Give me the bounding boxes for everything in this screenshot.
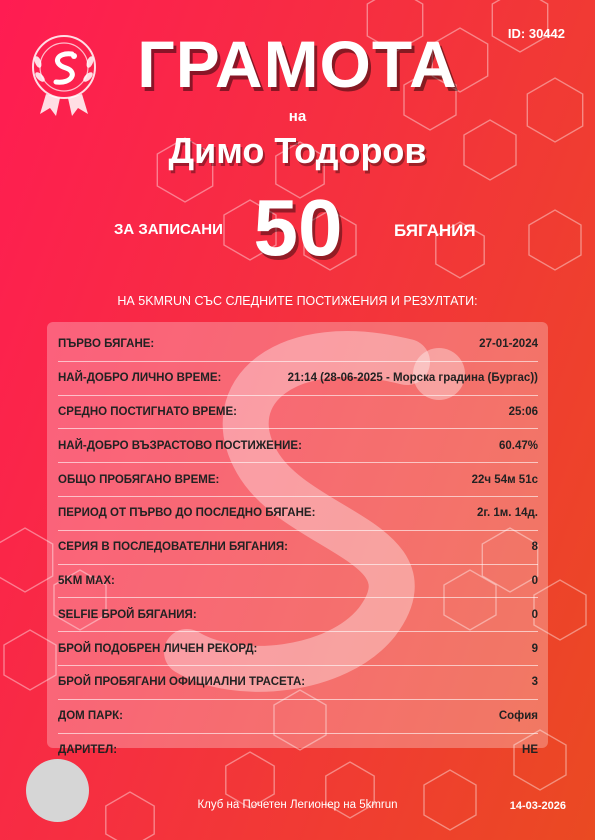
preposition-label: на bbox=[288, 108, 307, 125]
stat-label: ДАРИТЕЛ: bbox=[58, 743, 118, 756]
stat-row bbox=[58, 666, 538, 700]
hexagon-shape bbox=[0, 528, 53, 592]
stat-row bbox=[58, 396, 538, 430]
recipient-name: Димо Тодоров bbox=[168, 130, 427, 171]
stat-value: 60.47% bbox=[498, 439, 538, 452]
stat-value: НЕ bbox=[522, 743, 538, 756]
stat-row bbox=[58, 497, 538, 531]
stat-row bbox=[58, 734, 538, 767]
stat-label: СРЕДНО ПОСТИГНАТО ВРЕМЕ: bbox=[58, 405, 237, 418]
stats-list bbox=[58, 328, 538, 766]
stat-label: ОБЩО ПРОБЯГАНО ВРЕМЕ: bbox=[58, 473, 220, 486]
stat-row bbox=[58, 463, 538, 497]
stat-row bbox=[58, 632, 538, 666]
run-count: 50 bbox=[253, 183, 343, 272]
stat-value: 27-01-2024 bbox=[479, 338, 538, 351]
stat-value: 8 bbox=[531, 541, 538, 554]
certificate-id: ID: 30442 bbox=[507, 26, 565, 41]
stat-row bbox=[58, 700, 538, 734]
recorded-label: ЗА ЗАПИСАНИ bbox=[114, 221, 223, 238]
runs-label: БЯГАНИЯ bbox=[394, 221, 476, 240]
stat-label: БРОЙ ПОДОБРЕН ЛИЧЕН РЕКОРД: bbox=[58, 642, 258, 655]
club-footer: Клуб на Почетен Легионер на 5kmrun bbox=[197, 799, 398, 811]
hexagon-shape bbox=[529, 210, 581, 270]
issue-date: 14-03-2026 bbox=[509, 800, 566, 812]
stat-value: 21:14 (28-06-2025 - Морска градина (Бургас)) bbox=[287, 372, 538, 385]
stat-label: НАЙ-ДОБРО ЛИЧНО ВРЕМЕ: bbox=[58, 372, 222, 385]
stat-value: 0 bbox=[531, 608, 538, 621]
stat-row bbox=[58, 328, 538, 362]
stat-label: БРОЙ ПРОБЯГАНИ ОФИЦИАЛНИ ТРАСЕТА: bbox=[58, 676, 306, 689]
stat-value: 22ч 54м 51с bbox=[471, 473, 538, 486]
stat-value: София bbox=[498, 710, 538, 723]
stats-panel bbox=[47, 322, 548, 756]
certificate-title: ГРАМОТА bbox=[137, 27, 458, 101]
avatar bbox=[26, 759, 89, 822]
stat-row bbox=[58, 598, 538, 632]
achievements-subtitle: НА 5KMRUN СЪС СЛЕДНИТЕ ПОСТИЖЕНИЯ И РЕЗУЛТАТИ: bbox=[117, 294, 478, 308]
stat-label: ДОМ ПАРК: bbox=[58, 710, 124, 723]
stat-value: 9 bbox=[531, 642, 538, 655]
stat-label: НАЙ-ДОБРО ВЪЗРАСТОВО ПОСТИЖЕНИЕ: bbox=[58, 439, 302, 452]
stat-row bbox=[58, 531, 538, 565]
stat-value: 25:06 bbox=[508, 405, 538, 418]
stat-label: 5KM MAX: bbox=[58, 574, 115, 587]
stat-label: ПЪРВО БЯГАНЕ: bbox=[58, 338, 155, 351]
stat-value: 2г. 1м. 14д. bbox=[476, 507, 538, 520]
stat-value: 0 bbox=[531, 574, 538, 587]
stat-row bbox=[58, 565, 538, 599]
stat-value: 3 bbox=[531, 676, 538, 689]
stat-label: SELFIE БРОЙ БЯГАНИЯ: bbox=[58, 608, 197, 621]
stat-label: ПЕРИОД ОТ ПЪРВО ДО ПОСЛЕДНО БЯГАНЕ: bbox=[58, 507, 316, 520]
stat-label: СЕРИЯ В ПОСЛЕДОВАТЕЛНИ БЯГАНИЯ: bbox=[58, 541, 288, 554]
stat-row bbox=[58, 362, 538, 396]
stat-row bbox=[58, 429, 538, 463]
